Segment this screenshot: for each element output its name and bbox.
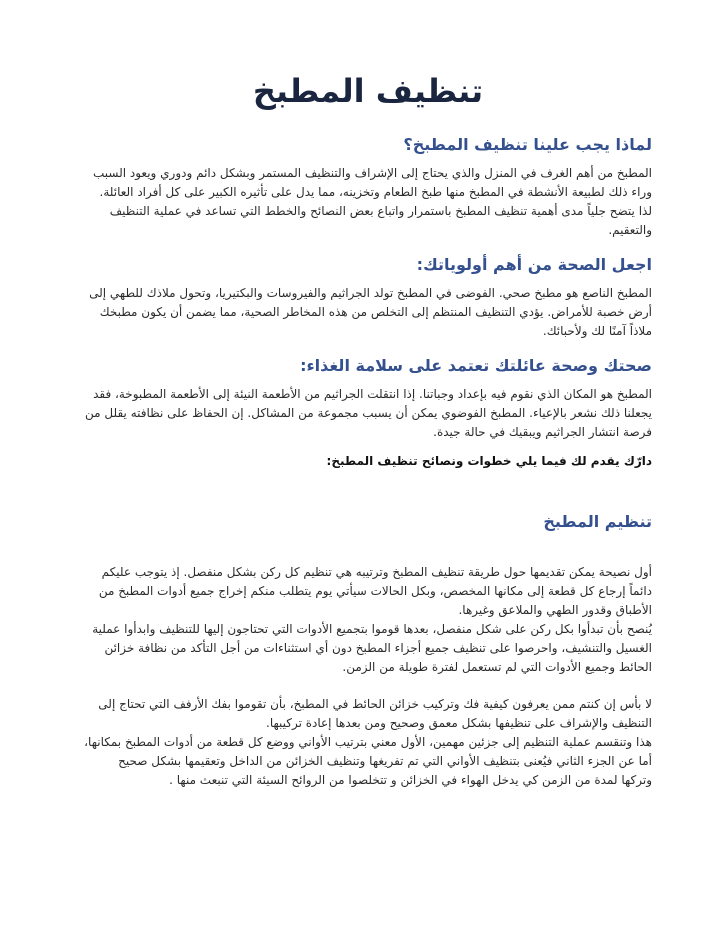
- page-title: تنظيف المطبخ: [252, 72, 484, 110]
- section-heading-health: اجعل الصحة من أهم أولوياتك:: [416, 255, 652, 275]
- organize-paragraph: أول نصيحة يمكن تقديمها حول طريقة تنظيف المطبخ وترتيبه هي تنظيم كل ركن بشكل منفصل. إذ يتوجب عليكم دائماً إرجاع كل قطعة إلى مكانها المخصص، وبكل الحالات سيأتي يوم يتطلب منكم إخراج جميع أدوات المطبخ من الأطباق وقدور الطهي والملاعق وغيرها.: [98, 565, 652, 618]
- section-paragraph-food-safety: المطبخ هو المكان الذي نقوم فيه بإعداد وجباتنا. إذا انتقلت الجراثيم من الأطعمة النيئة إلى الأطعمة المطبوخة، فقد يجعلنا ذلك نشعر بالإعياء. المطبخ الفوضوي يمكن أن يسبب مجموعة من المشاكل. إن الحفاظ على نظافته يقلل من فرصة انتشار الجراثيم ويبقيك في حالة جيدة.: [85, 387, 652, 440]
- organize-paragraph: يُنصح بأن تبدأوا بكل ركن على شكل منفصل، بعدها قوموا بتجميع الأدوات التي تحتاجون إليها للتنظيف وابدأوا عملية الغسيل والتنشيف، واحرصوا على تنظيف جميع أجزاء المطبخ دون أي استثناءات من أجل التأكد من نظافة خزائن الحائط وجميع الأدوات التي لم تستعمل لفترة طويلة من الزمن.: [92, 622, 652, 675]
- section-heading-why-clean: لماذا يجب علينا تنظيف المطبخ؟: [403, 135, 652, 155]
- organize-paragraph: لا بأس إن كنتم ممن يعرفون كيفية فك وتركيب خزائن الحائط في المطبخ، بأن تقوموا بفك الأرفف التي تحتاج إلى التنظيف والإشراف على تنظيفها بشكل معمق وصحيح ومن بعدها إعادة تركيبها.: [98, 697, 652, 731]
- organize-paragraph: هذا وتنقسم عملية التنظيم إلى جزئين مهمين، الأول معني بترتيب الأواني ووضع كل قطعة من أدوات المطبخ بمكانها، أما عن الجزء الثاني فيُعنى بتنظيف الأواني التي تم تفريغها وتنظيف الخزائن من الداخل وتعقيمها بشكل صحيح وتركها لمدة من الزمن كي يدخل الهواء في الخزائن و تتخلصوا من الروائح السيئة التي تنبعث منها .: [84, 735, 652, 788]
- steps-intro-note: دارّك يقدم لك فيما يلي خطوات ونصائح تنظيف المطبخ:: [326, 454, 652, 469]
- section-paragraph-why-clean: المطبخ من أهم الغرف في المنزل والذي يحتاج إلى الإشراف والتنظيف المستمر وبشكل دائم ودوري ويعود السبب وراء ذلك لطبيعة الأنشطة في المطبخ منها طبخ الطعام وتخزينه، مما يدل على تأثيره الكبير على كل أفراد العائلة. لذا يتضح جلياً مدى أهمية تنظيف المطبخ باستمرار واتباع بعض النصائح والخطط التي تساعد في عملية التنظيف والتعقيم.: [92, 166, 652, 238]
- section-paragraph-health: المطبخ الناصع هو مطبخ صحي. الفوضى في المطبخ تولد الجراثيم والفيروسات والبكتيريا، وتحول ملاذك للطهي إلى أرض خصبة للأمراض. يؤدي التنظيف المنتظم إلى التخلص من هذه المخاطر الصحية، مما يضمن أن يكون مطبخك ملاذاً آمنًا لك ولأحبائك.: [89, 286, 652, 339]
- section-heading-organize: تنظيم المطبخ: [543, 512, 652, 532]
- section-heading-food-safety: صحتك وصحة عائلتك تعتمد على سلامة الغذاء:: [300, 356, 652, 376]
